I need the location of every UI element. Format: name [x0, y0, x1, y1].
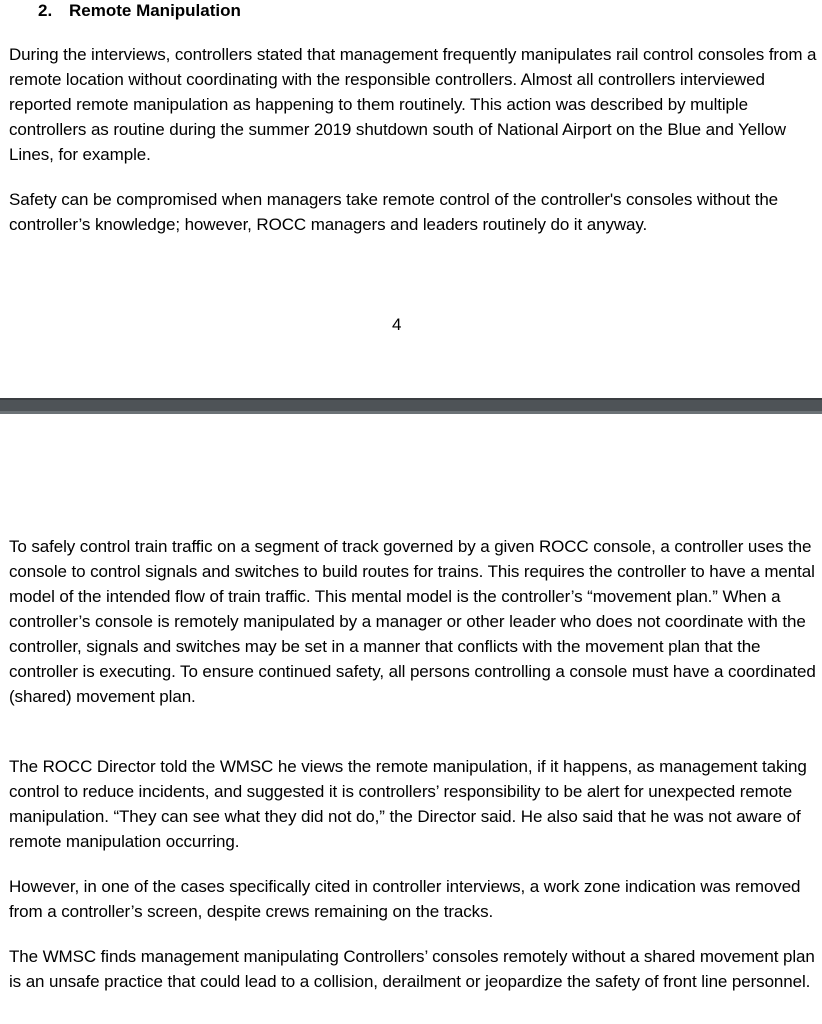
document-page-top	[0, 0, 822, 398]
page-number: 4	[392, 315, 402, 334]
body-paragraph: Safety can be compromised when managers take remote control of the controller's consoles without the controller’s knowledge; however, ROCC managers and leaders routinely do it anyway.	[9, 190, 779, 234]
body-paragraph: However, in one of the cases specifically cited in controller interviews, a work zone indication was removed from a controller’s screen, despite crews remaining on the tracks.	[9, 877, 801, 921]
body-paragraph: The WMSC finds management manipulating Controllers’ consoles remotely without a shared movement plan is an unsafe practice that could lead to a collision, derailment or jeopardize the safety of front line personnel.	[9, 947, 815, 991]
document-page-bottom	[0, 414, 822, 1024]
page-break-divider	[0, 398, 822, 414]
body-paragraph: To safely control train traffic on a segment of track governed by a given ROCC console, a controller uses the console to control signals and switches to build routes for trains. This requires the controller to have a mental model of the intended flow of train traffic. This mental model is the controller’s “movement plan.” When a controller’s console is remotely manipulated by a manager or other leader who does not coordinate with the controller, signals and switches may be set in a manner that conflicts with the movement plan that the controller is executing. To ensure continued safety, all persons controlling a console must have a coordinated (shared) movement plan.	[9, 537, 816, 706]
body-paragraph: During the interviews, controllers stated that management frequently manipulates rail control consoles from a remote location without coordinating with the responsible controllers. Almost all controllers interviewed reported remote manipulation as happening to them routinely. This action was described by multiple controllers as routine during the summer 2019 shutdown south of National Airport on the Blue and Yellow Lines, for example.	[9, 45, 817, 164]
section-number: 2.	[38, 1, 53, 20]
body-paragraph: The ROCC Director told the WMSC he views the remote manipulation, if it happens, as management taking control to reduce incidents, and suggested it is controllers’ responsibility to be alert for unexpected remote manipulation. “They can see what they did not do,” the Director said. He also said that he was not aware of remote manipulation occurring.	[9, 757, 807, 851]
section-title: Remote Manipulation	[69, 1, 241, 20]
section-heading	[38, 0, 241, 22]
